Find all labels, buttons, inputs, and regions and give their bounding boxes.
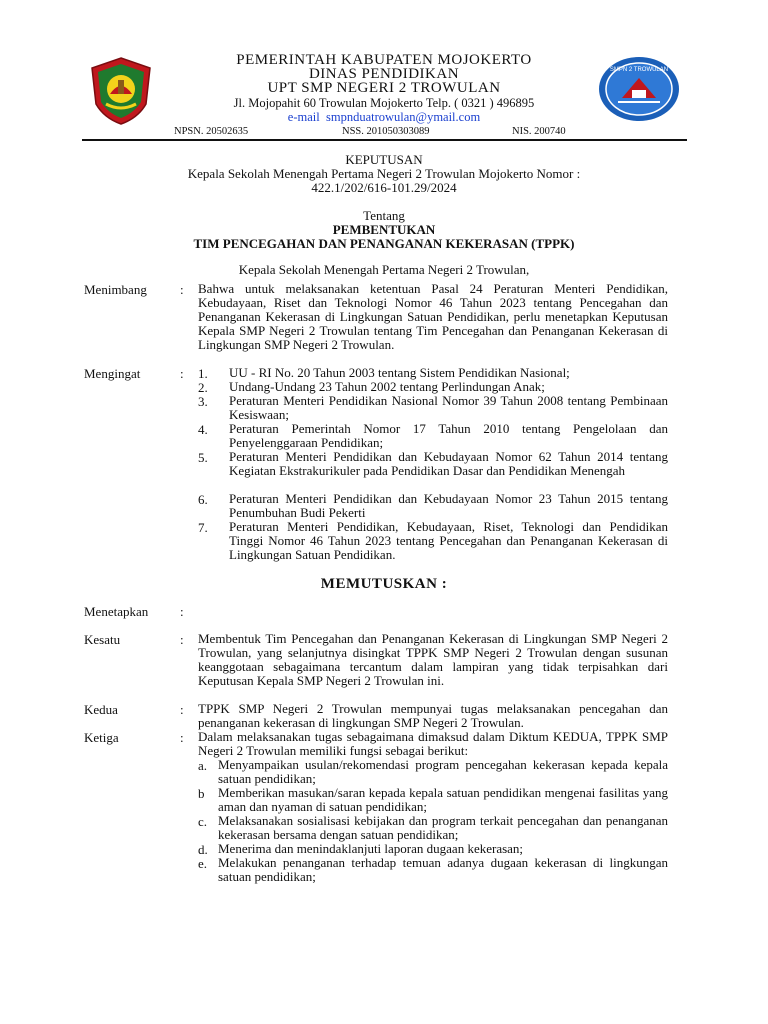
- ketiga-letter: d.: [198, 842, 208, 857]
- menimbang-colon: :: [180, 282, 184, 297]
- ketiga-item: Memberikan masukan/saran kepada kepala satuan pendidikan mengenai fasilitas yang aman dan nyaman di satuan pendidikan;: [218, 785, 668, 814]
- email-link[interactable]: smpnduatrowulan@ymail.com: [325, 110, 481, 124]
- npsn: NPSN. 20502635: [174, 126, 249, 137]
- menetapkan-label: Menetapkan: [84, 604, 149, 619]
- kesatu-label: Kesatu: [84, 632, 121, 647]
- mengingat-item: Peraturan Pemerintah Nomor 17 Tahun 2010 tentang Pengelolaan dan Penyelenggaraan Pendidikan;: [229, 421, 668, 450]
- header-divider: [82, 139, 687, 141]
- ketiga-item: Menerima dan menindaklanjuti laporan dugaan kekerasan;: [218, 841, 524, 856]
- mengingat-num: 3.: [198, 394, 208, 409]
- mengingat-num: 1.: [198, 366, 208, 381]
- mengingat-num: 7.: [198, 520, 208, 535]
- ketiga-label: Ketiga: [84, 730, 119, 745]
- header-email-row: [0, 110, 768, 125]
- header-address: Jl. Mojopahit 60 Trowulan Mojokerto Telp. ( 0321 ) 496895: [233, 96, 535, 110]
- mengingat-item: Peraturan Menteri Pendidikan, Kebudayaan, Riset, Teknologi dan Pendidikan Tinggi Nomor 46 Tahun 2023 tentang Pencegahan dan Penanganan Kekerasan di Lingkungan Satuan Pendidikan.: [229, 519, 668, 562]
- mengingat-num: 5.: [198, 450, 208, 465]
- doc-number: 422.1/202/616-101.29/2024: [311, 180, 457, 195]
- ketiga-item: Menyampaikan usulan/rekomendasi program pencegahan kekerasan kepada kepala satuan pendidikan;: [218, 757, 668, 786]
- doc-subject-1: PEMBENTUKAN: [332, 222, 436, 237]
- mengingat-item: UU - RI No. 20 Tahun 2003 tentang Sistem Pendidikan Nasional;: [229, 365, 570, 380]
- mengingat-item: Peraturan Menteri Pendidikan dan Kebudayaan Nomor 62 Tahun 2014 tentang Kegiatan Ekstrakurikuler pada Pendidikan Dasar dan Pendidikan Menengah: [229, 449, 668, 478]
- menimbang-label: Menimbang: [84, 282, 147, 297]
- right-logo-text: SMPN 2 TROWULAN: [609, 67, 669, 73]
- ketiga-colon: :: [180, 730, 184, 745]
- kesatu-text: Membentuk Tim Pencegahan dan Penanganan Kekerasan di Lingkungan SMP Negeri 2 Trowulan, yang selanjutnya disingkat TPPK SMP Negeri 2 Trowulan dengan susunan keanggotaan sebagaimana tercantum dalam lampiran yang tidak terpisahkan dari Keputusan Kepala SMP Negeri 2 Trowulan ini.: [198, 631, 668, 688]
- mengingat-num: 6.: [198, 492, 208, 507]
- kedua-colon: :: [180, 702, 184, 717]
- kepala-line: Kepala Sekolah Menengah Pertama Negeri 2 Trowulan,: [238, 262, 530, 277]
- doc-subject-2: TIM PENCEGAHAN DAN PENANGANAN KEKERASAN (TPPK): [193, 236, 575, 251]
- ketiga-letter: e.: [198, 856, 208, 871]
- doc-issuer: Kepala Sekolah Menengah Pertama Negeri 2 Trowulan Mojokerto Nomor :: [187, 166, 581, 181]
- ketiga-letter: a.: [198, 758, 208, 773]
- nss: NSS. 201050303089: [342, 126, 430, 137]
- ketiga-intro: Dalam melaksanakan tugas sebagaimana dimaksud dalam Diktum KEDUA, TPPK SMP Negeri 2 Trowulan memiliki fungsi sebagai berikut:: [198, 729, 668, 758]
- header-government: PEMERINTAH KABUPATEN MOJOKERTO: [236, 52, 532, 68]
- menetapkan-colon: :: [180, 604, 184, 619]
- kesatu-colon: :: [180, 632, 184, 647]
- email-label: e-mail: [287, 110, 320, 124]
- mengingat-colon: :: [180, 366, 184, 381]
- tentang: Tentang: [363, 208, 405, 223]
- ketiga-item: Melaksanakan sosialisasi kebijakan dan program terkait pencegahan dan penanganan kekerasan bersama dengan satuan pendidikan;: [218, 813, 668, 842]
- header-department: DINAS PENDIDIKAN: [308, 66, 460, 82]
- mengingat-item: Undang-Undang 23 Tahun 2002 tentang Perlindungan Anak;: [229, 379, 545, 394]
- mengingat-item: Peraturan Menteri Pendidikan Nasional Nomor 39 Tahun 2008 tentang Pembinaan Kesiswaan;: [229, 393, 668, 422]
- ketiga-letter: c.: [198, 814, 208, 829]
- memutuskan-heading: MEMUTUSKAN :: [320, 576, 448, 592]
- mengingat-label: Mengingat: [84, 366, 141, 381]
- nis: NIS. 200740: [512, 126, 566, 137]
- doc-type: KEPUTUSAN: [345, 152, 423, 167]
- kedua-label: Kedua: [84, 702, 118, 717]
- kedua-text: TPPK SMP Negeri 2 Trowulan mempunyai tugas melaksanakan pencegahan dan penanganan kekerasan di lingkungan SMP Negeri 2 Trowulan.: [198, 701, 668, 730]
- mengingat-item: Peraturan Menteri Pendidikan dan Kebudayaan Nomor 23 Tahun 2015 tentang Penumbuhan Budi Pekerti: [229, 491, 668, 520]
- ketiga-letter: b: [198, 786, 205, 801]
- ketiga-item: Melakukan penanganan terhadap temuan adanya dugaan kekerasan di lingkungan satuan pendidikan;: [218, 855, 668, 884]
- menimbang-text: Bahwa untuk melaksanakan ketentuan Pasal 24 Peraturan Menteri Pendidikan, Kebudayaan, Riset dan Teknologi Nomor 46 Tahun 2023 tentang Pencegahan dan Penanganan Kekerasan di Lingkungan Satuan Pendidikan, perlu menetapkan Keputusan Kepala SMP Negeri 2 Trowulan tentang Tim Pencegahan dan Penanganan Kekerasan di Lingkungan SMP Negeri 2 Trowulan.: [198, 281, 668, 352]
- mengingat-num: 4.: [198, 422, 208, 437]
- header-school: UPT SMP NEGERI 2 TROWULAN: [267, 80, 501, 96]
- mengingat-num: 2.: [198, 380, 208, 395]
